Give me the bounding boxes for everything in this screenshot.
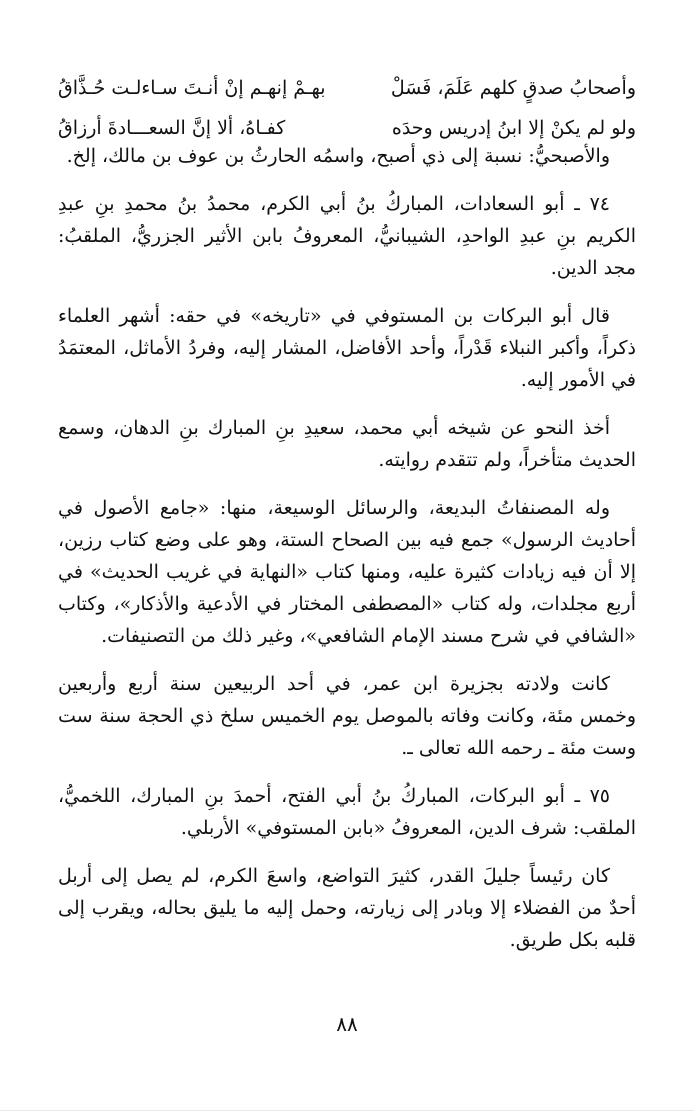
page-number: ٨٨ <box>336 1012 358 1036</box>
poem-verses <box>58 60 636 139</box>
entry-75-heading: ٧٥ ـ أبو البركات، المباركُ بنُ أبي الفتح، أحمدَ بنِ المبارك، اللخميُّ، الملقب: شرف الدين، المعروفُ «بابن المستوفي» الأربلي. <box>58 785 636 839</box>
paragraph-works: وله المصنفاتُ البديعة، والرسائل الوسيعة، منها: «جامع الأصول في أحاديث الرسول» جمع فيه بين الصحاح الستة، وهو على وضع كتاب رزين، إلا أن فيه زيادات كثيرة عليه، ومنها كتاب «النهاية في غريب الحديث» في أربع مجلدات، وله كتاب «المصطفى المختار في الأدعية والأذكار»، وكتاب «الشافي في شرح مسند الإمام الشافعي»، وغير ذلك من التصنيفات. <box>58 497 636 647</box>
verse-1-first-hemistich: وأصحابُ صدقٍ كلهم عَلَمَ، فَسَلْ <box>390 77 636 99</box>
verse-1-second-hemistich: بهـمْ إنهـم إنْ أنـتَ سـاءلـت حُـذَّاقُ <box>58 77 326 99</box>
verse-2-first-hemistich: ولو لم يكنْ إلا ابنُ إدريس وحدَه <box>391 117 636 139</box>
verse-2-second-hemistich: كفـاهُ، ألا إنَّ السعـــادةَ أرزاقُ <box>58 117 286 139</box>
paragraph-teachers: أخذ النحو عن شيخه أبي محمد، سعيدِ بنِ المبارك بنِ الدهان، وسمع الحديث متأخراً، ولم تتقدم روايته. <box>58 417 636 471</box>
paragraph-birth-death: كانت ولادته بجزيرة ابن عمر، في أحد الربيعين سنة أربع وأربعين وخمس مئة، وكانت وفاته بالموصل يوم الخميس سلخ ذي الحجة سنة ست وست مئة ـ رحمه الله تعالى ـ. <box>58 673 636 759</box>
paragraph-description: كان رئيساً جليلَ القدر، كثيرَ التواضع، واسعَ الكرم، لم يصل إلى أربل أحدٌ من الفضلاء إلا وبادر إلى زيارته، وحمل إليه ما يليق بحاله، ويقرب إلى قلبه بكل طريق. <box>58 865 636 951</box>
page-body <box>58 60 636 972</box>
bottom-edge-line <box>0 1110 694 1111</box>
entry-74-heading: ٧٤ ـ أبو السعادات، المباركُ بنُ أبي الكرم، محمدُ بنُ محمدِ بنِ عبدِ الكريم بنِ عبدِ الواحدِ، الشيبانيُّ، المعروفُ بابن الأثير الجزريُّ، الملقبُ: مجد الدين. <box>58 193 636 279</box>
paragraph-asbahi: والأصبحيُّ: نسبة إلى ذي أصبح، واسمُه الحارثُ بن عوف بن مالك، إلخ. <box>66 145 610 167</box>
paragraph-ibn-mustawfi-quote: قال أبو البركات بن المستوفي في «تاريخه» في حقه: أشهر العلماء ذكراً، وأكبر النبلاء قَدْراً، وأحد الأفاضل، المشار إليه، وفردُ الأماثل، المعتمَدُ في الأمور إليه. <box>58 305 636 391</box>
